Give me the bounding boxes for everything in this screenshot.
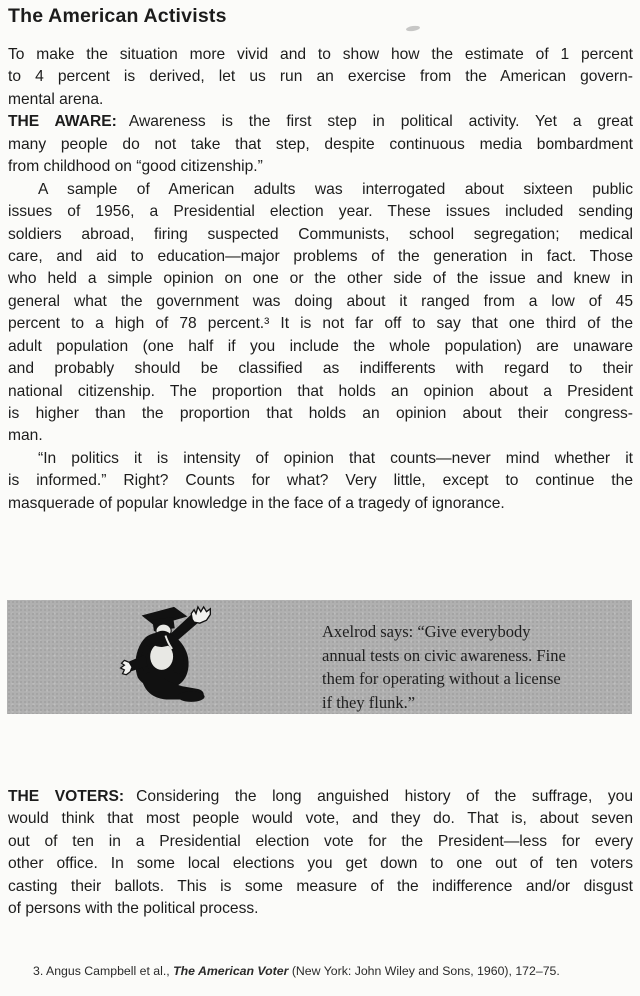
the-voters-paragraph — [8, 786, 633, 921]
intro-paragraph — [8, 44, 633, 111]
quote-line: if they flunk.” — [322, 692, 416, 712]
text-line: other office. In some local elections you get down to one out of ten voters — [8, 855, 633, 873]
text-line: is higher than the proportion that holds an opinion about their congress- — [8, 405, 633, 422]
page-title: The American Activists — [8, 5, 227, 27]
text-line: To make the situation more vivid and to show how the estimate of 1 percent — [8, 46, 633, 63]
text-line: to 4 percent is derived, let us run an exercise from the American govern- — [8, 68, 633, 86]
footnote-book-title: The American Voter — [173, 964, 289, 978]
the-voters-heading: THE VOTERS: — [8, 788, 125, 805]
professor-cartoon-illustration — [112, 605, 217, 710]
text-run: Awareness is the first step in political activity. Yet a great — [128, 113, 633, 131]
text-line: and probably should be classified as indifferents with regard to their — [8, 360, 633, 378]
text-line — [8, 786, 633, 808]
text-run: Considering the long anguished history of the suffrage, you — [136, 788, 633, 805]
text-line: national citizenship. The proportion that holds an opinion about a President — [8, 382, 633, 400]
axelrod-quote — [322, 620, 622, 714]
text-line: percent to a high of 78 percent.³ It is not far off to say that one third of the — [8, 315, 633, 333]
text-line: many people do not take that step, despite continuous media bombardment — [8, 135, 633, 153]
text-line: from childhood on “good citizenship.” — [8, 158, 263, 176]
text-line: mental arena. — [8, 90, 104, 108]
text-line: out of ten in a Presidential election vote for the President—less for every — [8, 832, 633, 850]
text-line: of persons with the political process. — [8, 900, 259, 918]
the-aware-paragraph — [8, 111, 633, 178]
text-line: adult population (one half if you include the whole population) are unaware — [8, 337, 633, 355]
scan-smudge-artifact — [406, 25, 421, 32]
quote-line: them for operating without a license — [322, 669, 561, 688]
professor-cartoon-icon — [112, 605, 217, 710]
text-line: care, and aid to education—major problems of the generation in fact. Those — [8, 247, 633, 265]
aware-section — [8, 44, 633, 515]
politics-quote-paragraph — [8, 448, 633, 515]
text-line — [8, 111, 633, 133]
voters-section — [8, 786, 633, 921]
footnote — [33, 964, 633, 979]
sample-paragraph — [8, 179, 633, 448]
text-line: general what the government was doing about it ranged from a low of 45 — [8, 292, 633, 310]
text-line: casting their ballots. This is some measure of the indifference and/or disgust — [8, 877, 633, 895]
text-line: “In politics it is intensity of opinion that counts—never mind whether it — [38, 449, 633, 467]
text-line: who held a simple opinion on one or the other side of the issue and knew in — [8, 270, 633, 288]
text-line: would think that most people would vote, and they do. That is, about seven — [8, 810, 633, 828]
text-line: is informed.” Right? Counts for what? Very little, except to continue the — [8, 472, 633, 490]
text-line: A sample of American adults was interrogated about sixteen public — [38, 180, 633, 198]
quote-line: annual tests on civic awareness. Fine — [322, 645, 566, 665]
text-line: soldiers abroad, firing suspected Communists, school segregation; medical — [8, 225, 633, 243]
quote-line: Axelrod says: “Give everybody — [322, 622, 531, 641]
the-aware-heading: THE AWARE: — [8, 113, 117, 131]
footnote-prefix: 3. Angus Campbell et al., — [33, 964, 174, 978]
text-line: man. — [8, 427, 43, 445]
callout-box — [7, 600, 632, 714]
text-line: issues of 1956, a Presidential election year. These issues included sending — [8, 203, 633, 221]
text-line: masquerade of popular knowledge in the face of a tragedy of ignorance. — [8, 494, 505, 512]
footnote-suffix: (New York: John Wiley and Sons, 1960), 172–75. — [288, 964, 560, 978]
